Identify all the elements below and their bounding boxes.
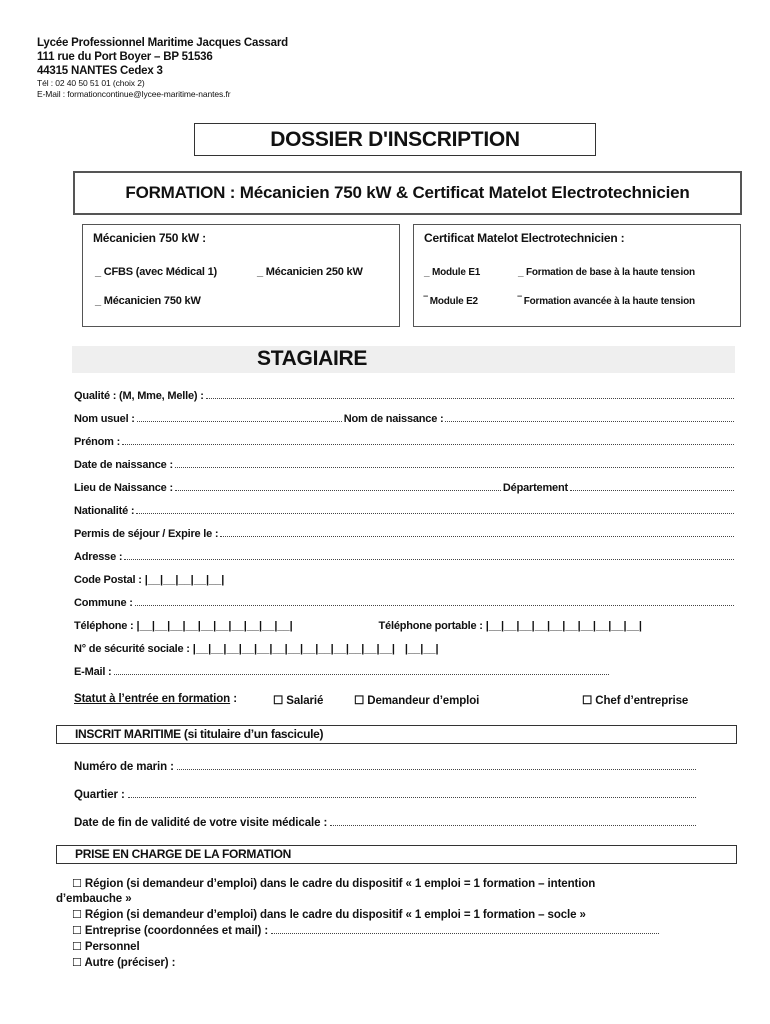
option-module-e1[interactable]: _ Module E1 bbox=[424, 267, 481, 278]
permis-label: Permis de séjour / Expire le : bbox=[74, 528, 219, 540]
document-title: DOSSIER D'INSCRIPTION bbox=[194, 123, 596, 156]
telephone-label: Téléphone : bbox=[74, 620, 134, 632]
permis-field[interactable] bbox=[74, 526, 734, 540]
mecanicien-options-box bbox=[82, 224, 400, 327]
quartier-label: Quartier : bbox=[74, 789, 125, 801]
qualite-field[interactable] bbox=[74, 388, 734, 402]
prenom-field[interactable] bbox=[74, 434, 734, 448]
nom-naissance-label: Nom de naissance : bbox=[343, 413, 444, 425]
school-name: Lycée Professionnel Maritime Jacques Cassard bbox=[37, 37, 288, 49]
telephone-portable-boxes[interactable]: |__|__|__|__|__|__|__|__|__|__| bbox=[485, 620, 642, 632]
numero-marin-field[interactable] bbox=[74, 759, 696, 773]
school-address-line2: 44315 NANTES Cedex 3 bbox=[37, 65, 163, 77]
nationalite-label: Nationalité : bbox=[74, 505, 135, 517]
option-mecanicien-750[interactable]: _ Mécanicien 750 kW bbox=[95, 295, 201, 307]
checkbox-icon[interactable]: ☐ bbox=[72, 877, 82, 890]
stagiaire-section bbox=[72, 346, 735, 373]
email-label: E-Mail : bbox=[74, 666, 112, 678]
commune-field[interactable] bbox=[74, 595, 734, 609]
school-phone: Tél : 02 40 50 51 01 (choix 2) bbox=[37, 78, 145, 88]
nom-usuel-label: Nom usuel : bbox=[74, 413, 135, 425]
secu-boxes[interactable]: |__|__|__|__|__|__|__|__|__|__|__|__|__| bbox=[192, 643, 395, 655]
lieu-naissance-label: Lieu de Naissance : bbox=[74, 482, 173, 494]
quartier-field[interactable] bbox=[74, 787, 696, 801]
telephone-portable-label: Téléphone portable : bbox=[378, 620, 483, 632]
checkbox-icon[interactable]: ☐ bbox=[72, 956, 82, 969]
secu-field[interactable] bbox=[74, 641, 734, 655]
certificat-title: Certificat Matelot Electrotechnicien : bbox=[424, 231, 625, 245]
qualite-label: Qualité : (M, Mme, Melle) : bbox=[74, 390, 204, 402]
prenom-label: Prénom : bbox=[74, 436, 121, 448]
pec-autre[interactable]: ☐ Autre (préciser) : bbox=[72, 956, 176, 969]
pec-entreprise[interactable]: ☐ Entreprise (coordonnées et mail) : bbox=[72, 924, 659, 938]
nationalite-field[interactable] bbox=[74, 503, 734, 517]
school-address-line1: 111 rue du Port Boyer – BP 51536 bbox=[37, 51, 213, 63]
date-naissance-field[interactable] bbox=[74, 457, 734, 471]
code-postal-boxes[interactable]: |__|__|__|__|__| bbox=[144, 574, 225, 586]
mecanicien-title: Mécanicien 750 kW : bbox=[93, 231, 206, 245]
date-naissance-label: Date de naissance : bbox=[74, 459, 173, 471]
telephone-boxes[interactable]: |__|__|__|__|__|__|__|__|__|__| bbox=[136, 620, 293, 632]
telephone-field[interactable] bbox=[74, 618, 734, 632]
pec-region-intention-cont: d’embauche » bbox=[56, 893, 132, 905]
certificat-options-box bbox=[413, 224, 741, 327]
inscrit-maritime-heading: INSCRIT MARITIME (si titulaire d’un fascicule) bbox=[56, 725, 737, 744]
code-postal-field[interactable] bbox=[74, 572, 734, 586]
pec-region-socle[interactable]: ☐ Région (si demandeur d’emploi) dans le cadre du dispositif « 1 emploi = 1 formation – socle » bbox=[72, 908, 586, 921]
adresse-label: Adresse : bbox=[74, 551, 123, 563]
option-haute-tension-base[interactable]: _ Formation de base à la haute tension bbox=[518, 267, 695, 278]
option-module-e2[interactable]: ‾ Module E2 bbox=[424, 296, 478, 307]
email-field[interactable] bbox=[74, 664, 609, 678]
checkbox-icon[interactable]: ☐ bbox=[72, 924, 82, 937]
statut-label-group: Statut à l’entrée en formation : bbox=[74, 693, 237, 705]
numero-marin-label: Numéro de marin : bbox=[74, 761, 174, 773]
pec-personnel[interactable]: ☐ Personnel bbox=[72, 940, 140, 953]
statut-label: Statut à l’entrée en formation bbox=[74, 693, 231, 705]
lieu-naissance-field[interactable] bbox=[74, 480, 734, 494]
formation-title: FORMATION : Mécanicien 750 kW & Certificat Matelot Electrotechnicien bbox=[73, 171, 742, 215]
checkbox-icon[interactable]: ☐ bbox=[72, 908, 82, 921]
school-header bbox=[37, 36, 288, 100]
departement-label: Département bbox=[502, 482, 568, 494]
checkbox-icon[interactable]: ☐ bbox=[72, 940, 82, 953]
visite-medicale-field[interactable] bbox=[74, 815, 696, 829]
option-mecanicien-250[interactable]: _ Mécanicien 250 kW bbox=[257, 266, 363, 278]
adresse-field[interactable] bbox=[74, 549, 734, 563]
secu-key-boxes[interactable]: |__|__| bbox=[404, 643, 439, 655]
pec-region-intention[interactable]: ☐ Région (si demandeur d’emploi) dans le cadre du dispositif « 1 emploi = 1 formation – intention bbox=[72, 877, 596, 890]
code-postal-label: Code Postal : bbox=[74, 574, 142, 586]
statut-chef-entreprise[interactable]: ☐ Chef d’entreprise bbox=[582, 695, 689, 707]
nom-field[interactable] bbox=[74, 411, 734, 425]
option-haute-tension-avancee[interactable]: ‾ Formation avancée à la haute tension bbox=[518, 296, 695, 307]
option-cfbs[interactable]: _ CFBS (avec Médical 1) bbox=[95, 266, 217, 278]
statut-demandeur[interactable]: ☐ Demandeur d’emploi bbox=[354, 695, 480, 707]
visite-medicale-label: Date de fin de validité de votre visite médicale : bbox=[74, 817, 328, 829]
statut-salarie[interactable]: ☐ Salarié bbox=[273, 695, 324, 707]
secu-label: N° de sécurité sociale : bbox=[74, 643, 190, 655]
school-email: E-Mail : formationcontinue@lycee-maritime-nantes.fr bbox=[37, 89, 231, 99]
stagiaire-heading: STAGIAIRE bbox=[257, 347, 368, 370]
commune-label: Commune : bbox=[74, 597, 133, 609]
prise-en-charge-heading: PRISE EN CHARGE DE LA FORMATION bbox=[56, 845, 737, 864]
